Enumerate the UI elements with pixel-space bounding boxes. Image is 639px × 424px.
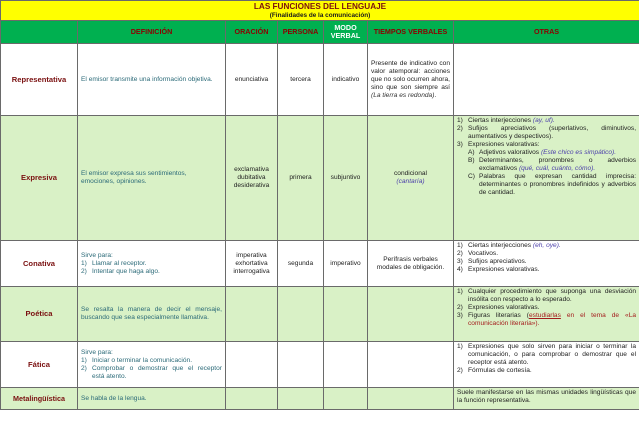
list-item: 1) Ciertas interjecciones (eh, oye).	[457, 242, 561, 249]
oracion-cell	[226, 287, 278, 342]
tiempos-example: (cantaría)	[396, 178, 425, 185]
row-representativa	[1, 44, 639, 116]
persona-cell: primera	[278, 116, 324, 241]
tiempos-cell	[368, 342, 454, 388]
list-item: 2) Sufijos apreciativos (superlativos, diminutivos, aumentativos y despectivos).	[457, 125, 637, 140]
oracion-cell: enunciativa	[226, 44, 278, 116]
tiempos-cell	[368, 388, 454, 410]
persona-cell	[278, 287, 324, 342]
list-item: 3) Figuras literarias (estudiarlas en el tema de «La comunicación literaria»).	[457, 312, 637, 327]
function-name: Representativa	[1, 44, 78, 116]
otras-cell	[454, 342, 639, 388]
list-item: 2) Intentar que haga algo.	[81, 267, 160, 275]
row-fatica	[1, 342, 639, 388]
header-oracion: ORACIÓN	[226, 21, 278, 44]
row-expresiva	[1, 116, 639, 241]
tiempos-cell	[368, 287, 454, 342]
list-item: 1) Cualquier procedimiento que suponga una desviación insólita con respecto a lo esperado.	[457, 288, 637, 303]
function-name: Metalingüística	[1, 388, 78, 410]
function-name: Expresiva	[1, 116, 78, 241]
tiempos-cell	[368, 116, 454, 241]
header-empty	[1, 21, 78, 44]
list-item: 1) Ciertas interjecciones (ay, uf).	[457, 117, 555, 124]
sub-list-item: A) Adjetivos valorativos (Este chico es simpático).	[468, 149, 617, 156]
list-item: 4) Expresiones valorativas.	[457, 266, 540, 273]
otras-cell	[454, 287, 639, 342]
row-metalinguistica	[1, 388, 639, 410]
list-item: 1) Llamar al receptor.	[81, 259, 147, 267]
function-name: Fática	[1, 342, 78, 388]
oracion-cell	[226, 388, 278, 410]
list-item: 3) Sufijos apreciativos.	[457, 258, 527, 265]
sub-list-item: C) Palabras que expresan cantidad imprecisa: determinantes o pronombres indefinidos y adverbios de cantidad.	[468, 173, 637, 196]
row-conativa	[1, 241, 639, 287]
otras-cell	[454, 44, 639, 116]
header-row	[1, 21, 639, 44]
otras-cell	[454, 116, 639, 241]
header-otras: OTRAS	[454, 21, 639, 44]
list-item: 1) Iniciar o terminar la comunicación.	[81, 356, 193, 364]
oracion-cell: imperativa exhortativa interrogativa	[226, 241, 278, 287]
list-item: 2) Expresiones valorativas.	[457, 304, 540, 311]
title-row	[1, 1, 639, 21]
modo-cell: subjuntivo	[324, 116, 368, 241]
list-item: 1) Expresiones que solo sirven para iniciar o terminar la comunicación, o para comprobar o demostrar que el receptor está atento.	[457, 343, 637, 366]
modo-cell: imperativo	[324, 241, 368, 287]
tiempos-text: condicional	[394, 170, 427, 177]
title-cell	[1, 1, 639, 21]
modo-cell	[324, 388, 368, 410]
tiempos-cell	[368, 44, 454, 116]
definition-cell: El emisor expresa sus sentimientos, emociones, opiniones.	[78, 116, 226, 241]
page-subtitle: (Finalidades de la comunicación)	[269, 12, 371, 19]
header-persona: PERSONA	[278, 21, 324, 44]
persona-cell: segunda	[278, 241, 324, 287]
oracion-cell	[226, 342, 278, 388]
definition-cell: El emisor transmite una información objetiva.	[78, 44, 226, 116]
tiempos-end: .	[434, 91, 437, 99]
modo-cell	[324, 342, 368, 388]
tiempos-cell: Perífrasis verbales modales de obligación.	[368, 241, 454, 287]
oracion-cell: exclamativa dubitativa desiderativa	[226, 116, 278, 241]
page-title: LAS FUNCIONES DEL LENGUAJE	[253, 2, 387, 11]
row-poetica	[1, 287, 639, 342]
header-modo: MODO VERBAL	[324, 21, 368, 44]
function-name: Conativa	[1, 241, 78, 287]
estudiarlas-link[interactable]: estudiarlas	[528, 312, 561, 319]
persona-cell: tercera	[278, 44, 324, 116]
list-item: 3) Expresiones valorativas:	[457, 141, 540, 148]
sub-list-item: B) Determinantes, pronombres o adverbios exclamativos (qué, cuál, cuánto, cómo).	[468, 157, 637, 172]
otras-cell: Suele manifestarse en las mismas unidades lingüísticas que la función representativa.	[454, 388, 639, 410]
otras-cell	[454, 241, 639, 287]
persona-cell	[278, 388, 324, 410]
tiempos-example: (La tierra es redonda)	[371, 91, 435, 99]
definition-cell: Se resalta la manera de decir el mensaje, buscando que sea especialmente llamativa.	[78, 287, 226, 342]
header-tiempos: TIEMPOS VERBALES	[368, 21, 454, 44]
definition-cell: Sirve para: 1) Iniciar o terminar la comunicación. 2) Comprobar o demostrar que el receptor está atento.	[78, 342, 226, 388]
definition-cell: Sirve para: 1) Llamar al receptor. 2) Intentar que haga algo.	[78, 241, 226, 287]
modo-cell: indicativo	[324, 44, 368, 116]
persona-cell	[278, 342, 324, 388]
function-name: Poética	[1, 287, 78, 342]
list-item: 2) Vocativos.	[457, 250, 499, 257]
list-item: 2) Comprobar o demostrar que el receptor está atento.	[81, 364, 222, 380]
list-item: 2) Fórmulas de cortesía.	[457, 367, 532, 374]
definition-cell: Se habla de la lengua.	[78, 388, 226, 410]
tiempos-text: Presente de indicativo con valor atemporal: acciones que no solo ocurren ahora, sino que son siempre así	[371, 59, 450, 91]
modo-cell	[324, 287, 368, 342]
header-definicion: DEFINICIÓN	[78, 21, 226, 44]
